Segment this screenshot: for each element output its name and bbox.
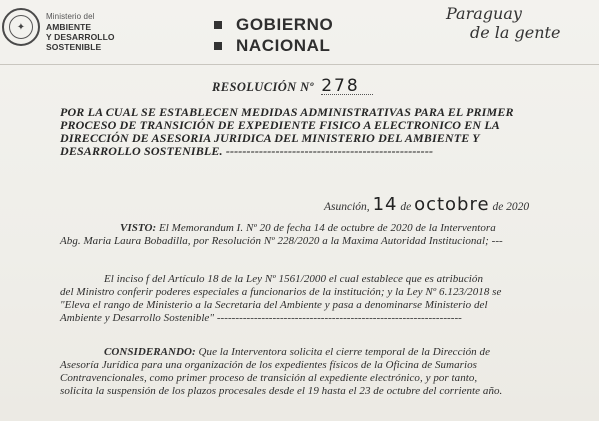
resolution-heading: RESOLUCIÓN Nº 278 (212, 78, 373, 95)
ministry-seal-icon: ✦ (2, 8, 40, 46)
square-bullet-icon (214, 21, 222, 29)
square-bullet-icon (214, 42, 222, 50)
slogan: Paraguay de la gente (446, 4, 561, 42)
resolution-number: 278 (321, 78, 373, 95)
ministry-name: Ministerio del AMBIENTE Y DESARROLLO SOSTENIBLE (46, 12, 115, 52)
inciso-paragraph: El inciso f del Artículo 18 de la Ley Nº 1561/2000 el cual establece que es atribución del Ministro conferir poderes especiales a funcionarios de la institución; y la Ley Nº 6.123/2018 se "Eleva el rango de Ministerio a la Secretaria del Ambiente y pasa a denominarse Ministerio del Ambiente y Desarrollo Sostenible" ------------------------------------------------------------------ (60, 273, 502, 324)
considerando-paragraph: CONSIDERANDO: Que la Interventora solicita el cierre temporal de la Dirección de Asesoría Jurídica para una organización de los expedientes físicos de la Oficina de Sumarios Contravencionales, como primer proceso de transición al expediente electrónico, y por tanto, solicita la suspensión de los plazos procesales desde el 19 hasta el 23 de octubre del corriente año. (60, 346, 503, 397)
visto-paragraph: VISTO: El Memorandum I. Nº 20 de fecha 14 de octubre de 2020 de la Interventora Abg. Maria Laura Bobadilla, por Resolución Nº 228/2020 a la Maxima Autoridad Institucional; --- (60, 222, 503, 247)
date-day: 14 (372, 194, 398, 215)
date-month: octobre (414, 194, 490, 215)
government-logo: GOBIERNO NACIONAL (214, 14, 333, 56)
header-divider (0, 64, 599, 65)
document-date: Asunción, 14 de octobre de 2020 (324, 194, 530, 215)
resolution-title: POR LA CUAL SE ESTABLECEN MEDIDAS ADMINISTRATIVAS PARA EL PRIMER PROCESO DE TRANSICIÓN DE EXPEDIENTE FISICO A ELECTRONICO EN LA DIRECCIÓN DE ASESORIA JURIDICA DEL MINISTERIO DEL AMBIENTE Y DESARROLLO SOSTENIBLE. -------------------------------------------------- (60, 105, 514, 158)
